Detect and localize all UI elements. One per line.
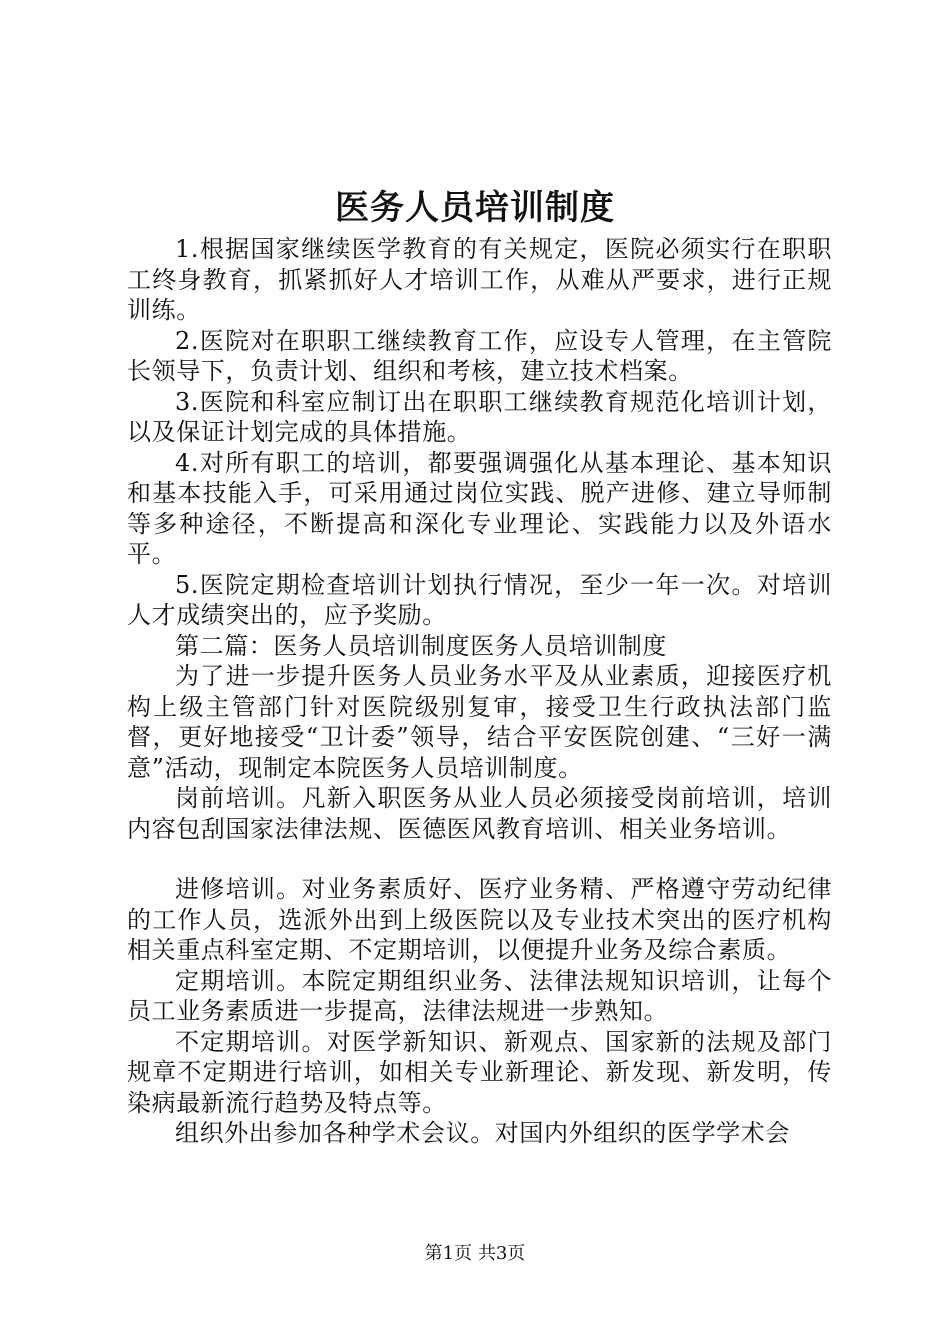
paragraph-1: 1.根据国家继续医学教育的有关规定，医院必须实行在职职工终身教育，抓紧抓好人才培训工作，从难从严要求，进行正规训练。	[127, 235, 832, 324]
paragraph-3: 3.医院和科室应制订出在职职工继续教育规范化培训计划，以及保证计划完成的具体措施。	[127, 387, 832, 446]
section-heading-part-2: 第二篇：医务人员培训制度医务人员培训制度	[175, 631, 667, 660]
paragraph-intro: 为了进一步提升医务人员业务水平及从业素质，迎接医疗机构上级主管部门针对医院级别复审，接受卫生行政执法部门监督，更好地接受“卫计委”领导，结合平安医院创建、“三好一满意”活动，现制定本院医务人员培训制度。	[127, 662, 832, 782]
page-number: 第1页 共3页	[424, 1243, 526, 1264]
paragraph-2: 2.医院对在职职工继续教育工作，应设专人管理，在主管院长领导下，负责计划、组织和考核，建立技术档案。	[127, 326, 832, 385]
paragraph-regular-training: 定期培训。本院定期组织业务、法律法规知识培训，让每个员工业务素质进一步提高，法律法规进一步熟知。	[127, 966, 832, 1025]
paragraph-pre-job-training: 岗前培训。凡新入职医务从业人员必须接受岗前培训，培训内容包刮国家法律法规、医德医风教育培训、相关业务培训。	[127, 784, 832, 843]
document-body	[127, 234, 832, 1149]
paragraph-irregular-training: 不定期培训。对医学新知识、新观点、国家新的法规及部门规章不定期进行培训，如相关专业新理论、新发现、新发明，传染病最新流行趋势及特点等。	[127, 1027, 832, 1117]
paragraph-5: 5.医院定期检查培训计划执行情况，至少一年一次。对培训人才成绩突出的，应予奖励。	[127, 570, 832, 629]
paragraph-advanced-training: 进修培训。对业务素质好、医疗业务精、严格遵守劳动纪律的工作人员，选派外出到上级医院以及专业技术突出的医疗机构相关重点科室定期、不定期培训，以便提升业务及综合素质。	[127, 875, 832, 964]
paragraph-4: 4.对所有职工的培训，都要强调强化从基本理论、基本知识和基本技能入手，可采用通过岗位实践、脱产进修、建立导师制等多种途径，不断提高和深化专业理论、实践能力以及外语水平。	[127, 448, 832, 568]
paragraph-academic-meetings: 组织外出参加各种学术会议。对国内外组织的医学学术会	[175, 1119, 790, 1147]
document-title: 医务人员培训制度	[335, 188, 615, 228]
